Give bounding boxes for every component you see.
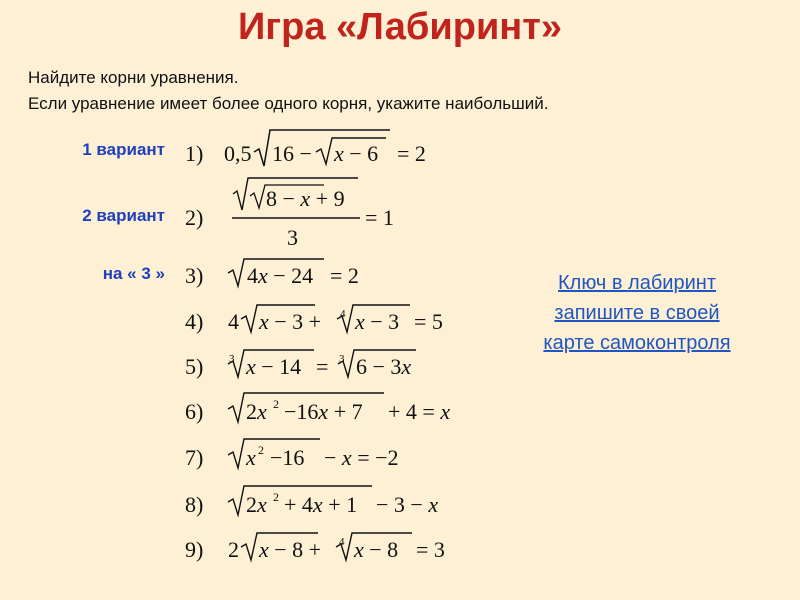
equation-6 bbox=[185, 393, 450, 424]
svg-text:−16: −16 bbox=[270, 445, 305, 470]
equation-1 bbox=[185, 130, 426, 166]
equation-number-8: 8) bbox=[185, 492, 204, 517]
variant-2-label: 2 вариант bbox=[82, 206, 165, 225]
svg-text:− 3 − x: − 3 − x bbox=[376, 492, 439, 517]
svg-text:0,5: 0,5 bbox=[224, 141, 252, 166]
equation-number-3: 3) bbox=[185, 263, 204, 288]
variant-1-label: 1 вариант bbox=[82, 140, 165, 159]
svg-text:x − 8: x − 8 bbox=[354, 537, 399, 562]
equation-number-4: 4) bbox=[185, 309, 204, 334]
svg-text:x − 3: x − 3 bbox=[355, 309, 400, 334]
svg-text:16 −: 16 − bbox=[272, 141, 312, 166]
svg-text:x − 14: x − 14 bbox=[246, 354, 302, 379]
svg-text:4: 4 bbox=[340, 308, 346, 320]
svg-text:+ 4x + 1: + 4x + 1 bbox=[284, 492, 358, 517]
key-line-2: запишите в своей bbox=[554, 302, 720, 324]
svg-text:2: 2 bbox=[258, 443, 264, 457]
svg-text:4x − 24: 4x − 24 bbox=[247, 263, 314, 288]
svg-text:=: = bbox=[316, 354, 329, 379]
svg-text:= 5: = 5 bbox=[414, 309, 443, 334]
svg-text:= 2: = 2 bbox=[397, 141, 426, 166]
variant-3-label: на « 3 » bbox=[102, 264, 165, 283]
svg-text:3: 3 bbox=[287, 225, 298, 250]
svg-text:x: x bbox=[246, 445, 256, 470]
equation-number-6: 6) bbox=[185, 399, 204, 424]
svg-text:4: 4 bbox=[228, 309, 239, 334]
equation-4 bbox=[185, 305, 443, 334]
equation-9 bbox=[185, 533, 445, 562]
svg-text:x − 6: x − 6 bbox=[334, 141, 379, 166]
svg-text:8 − x + 9: 8 − x + 9 bbox=[266, 186, 345, 211]
equation-8 bbox=[185, 486, 438, 517]
equation-5 bbox=[185, 350, 416, 379]
instruction-line-2: Если уравнение имеет более одного корня, укажите наибольший. bbox=[28, 94, 549, 113]
svg-text:x − 3 +: x − 3 + bbox=[259, 309, 322, 334]
svg-text:3: 3 bbox=[229, 353, 235, 365]
svg-text:+ 4 = x: + 4 = x bbox=[388, 399, 451, 424]
equation-number-7: 7) bbox=[185, 445, 204, 470]
svg-text:− x = −2: − x = −2 bbox=[324, 445, 399, 470]
equation-number-1: 1) bbox=[185, 141, 204, 166]
svg-text:2: 2 bbox=[273, 397, 279, 411]
equation-2 bbox=[185, 178, 394, 250]
equation-number-2: 2) bbox=[185, 205, 204, 230]
svg-text:−16x + 7: −16x + 7 bbox=[284, 399, 363, 424]
svg-text:2: 2 bbox=[228, 537, 239, 562]
svg-text:2x: 2x bbox=[246, 492, 267, 517]
equation-7 bbox=[185, 439, 399, 470]
page-title: Игра «Лабиринт» bbox=[237, 6, 563, 48]
key-line-3: карте самоконтроля bbox=[543, 332, 731, 354]
svg-text:= 1: = 1 bbox=[365, 205, 394, 230]
svg-text:2: 2 bbox=[273, 490, 279, 504]
svg-text:2x: 2x bbox=[246, 399, 267, 424]
svg-text:x − 8 +: x − 8 + bbox=[259, 537, 322, 562]
svg-text:4: 4 bbox=[339, 536, 345, 548]
equation-number-9: 9) bbox=[185, 537, 204, 562]
equation-number-5: 5) bbox=[185, 354, 204, 379]
equation-3 bbox=[185, 259, 359, 288]
svg-text:6 − 3x: 6 − 3x bbox=[356, 354, 412, 379]
instruction-line-1: Найдите корни уравнения. bbox=[28, 68, 239, 87]
svg-text:= 2: = 2 bbox=[330, 263, 359, 288]
svg-text:= 3: = 3 bbox=[416, 537, 445, 562]
svg-text:3: 3 bbox=[339, 353, 345, 365]
key-line-1: Ключ в лабиринт bbox=[558, 272, 716, 294]
